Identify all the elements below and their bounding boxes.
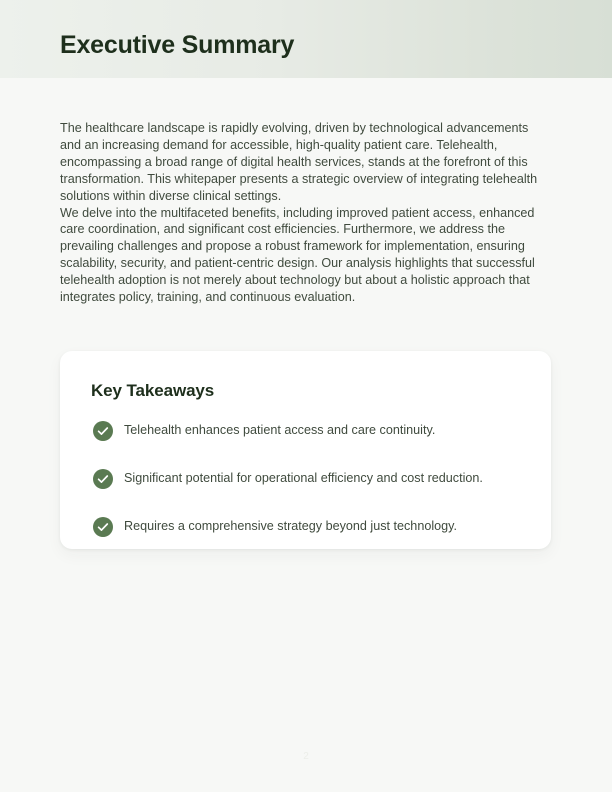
- list-item-label: Significant potential for operational efficiency and cost reduction.: [124, 471, 483, 485]
- key-takeaways-card: [60, 351, 551, 549]
- list-item: [60, 516, 551, 564]
- page-header-band: [0, 0, 612, 78]
- key-takeaways-title: Key Takeaways: [91, 381, 215, 400]
- page-title: Executive Summary: [60, 31, 295, 59]
- body-paragraph-1: The healthcare landscape is rapidly evolving, driven by technological advancements and an increasing demand for accessible, high-quality patient care. Telehealth, encompassing a broad range of digital health services, stands at the forefront of this transformation. This whitepaper presents a strategic overview of integrating telehealth solutions within diverse clinical settings.: [60, 121, 538, 203]
- check-circle-icon: [93, 517, 113, 537]
- key-takeaways-list: [60, 420, 551, 564]
- page-number: 2: [303, 751, 309, 762]
- body-paragraph-2: We delve into the multifaceted benefits, including improved patient access, enhanced care coordination, and significant cost efficiencies. Furthermore, we address the prevailing challenges and propose a robust framework for implementation, ensuring scalability, security, and patient-centric design. Our analysis highlights that successful telehealth adoption is not merely about technology but about a holistic approach that integrates policy, training, and continuous evaluation.: [60, 205, 535, 305]
- list-item-label: Requires a comprehensive strategy beyond just technology.: [124, 519, 457, 533]
- executive-summary-body: [60, 120, 552, 306]
- list-item-label: Telehealth enhances patient access and care continuity.: [124, 423, 436, 437]
- list-item: [60, 468, 551, 516]
- list-item: [60, 420, 551, 468]
- check-circle-icon: [93, 469, 113, 489]
- check-circle-icon: [93, 421, 113, 441]
